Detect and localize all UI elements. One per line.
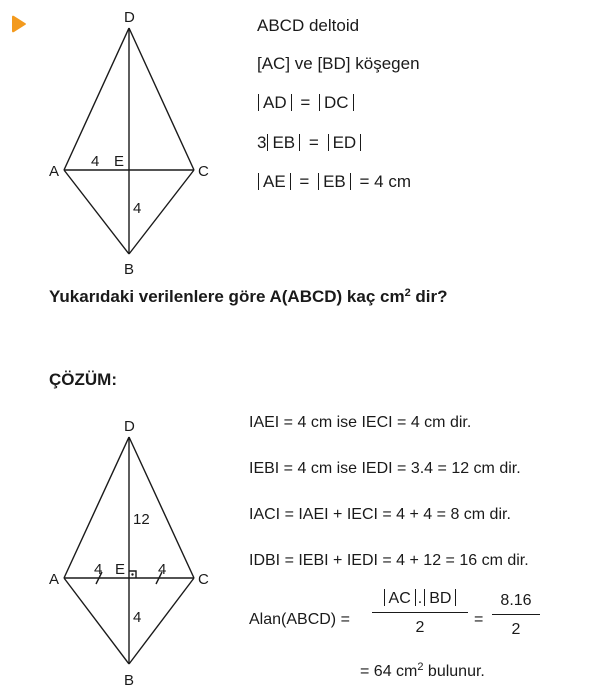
solution-heading: ÇÖZÜM: [49, 370, 117, 389]
fraction-1-numerator: AC . BD [372, 589, 468, 608]
question-text: Yukarıdaki verilenlere göre A(ABCD) kaç $cm^2$ dir? [49, 287, 448, 306]
side-ad [64, 28, 129, 170]
side-dc [129, 28, 194, 170]
given-line-4: 3 EB = ED [257, 133, 365, 153]
label-d: D [124, 418, 135, 435]
side-dc [129, 437, 194, 578]
right-angle-dot [131, 573, 133, 575]
label-ed-length: 12 [133, 511, 150, 528]
label-ae-length: 4 [91, 153, 100, 170]
label-e: E [114, 153, 125, 170]
label-ae-length: 4 [94, 561, 103, 578]
abs-bar [290, 173, 291, 190]
label-a: A [49, 571, 60, 588]
play-marker-icon [8, 14, 28, 34]
abs-bar [415, 589, 416, 606]
side-ad [64, 437, 129, 578]
label-b: B [124, 672, 135, 689]
label-eb-length: 4 [133, 200, 142, 217]
solution-step-3: IACI = IAEI + IECI = 4 + 4 = 8 cm dir. [249, 506, 511, 523]
fraction-2-bar [492, 614, 540, 615]
label-ec-length: 4 [158, 561, 167, 578]
abs-bar [318, 173, 319, 190]
kite-diagram-given [40, 0, 230, 285]
side-ab [64, 578, 129, 664]
given-line-2: [AC] ve [BD] köşegen [257, 54, 420, 73]
kite-diagram-solution [40, 410, 230, 690]
label-eb-length: 4 [133, 609, 142, 626]
given-line-5: AE = EB = 4 cm [254, 172, 411, 192]
side-ab [64, 170, 129, 254]
abs-bar [424, 589, 425, 606]
label-a: A [49, 163, 60, 180]
abs-bar [258, 173, 259, 190]
abs-bar [350, 173, 351, 190]
area-result: = 64 $cm^2$ bulunur. [360, 661, 485, 680]
area-fraction-1 [372, 589, 468, 637]
solution-step-2: IEBI = 4 cm ise IEDI = 3.4 = 12 cm dir. [249, 460, 521, 477]
area-fraction-2 [492, 592, 540, 639]
abs-bar [455, 589, 456, 606]
abs-bar [328, 134, 329, 151]
label-d: D [124, 9, 135, 26]
given-line-1: ABCD deltoid [257, 16, 360, 35]
abs-bar [299, 134, 300, 151]
abs-bar [384, 589, 385, 606]
fraction-1-bar [372, 612, 468, 613]
given-line-3: AD = DC [254, 93, 358, 113]
label-c: C [198, 571, 209, 588]
abs-bar [291, 94, 292, 111]
fraction-2-denominator: 2 [511, 621, 521, 638]
abs-bar [319, 94, 320, 111]
area-label: Alan(ABCD) = [249, 611, 350, 628]
abs-bar [267, 134, 268, 151]
abs-bar [360, 134, 361, 151]
abs-bar [258, 94, 259, 111]
fraction-2-numerator: 8.16 [500, 592, 532, 609]
label-e: E [115, 561, 126, 578]
solution-step-4: IDBI = IEBI + IEDI = 4 + 12 = 16 cm dir. [249, 552, 529, 569]
equals-sign: = [474, 611, 484, 628]
label-b: B [124, 261, 135, 278]
label-c: C [198, 163, 209, 180]
abs-bar [353, 94, 354, 111]
fraction-1-denominator: 2 [415, 619, 425, 636]
solution-step-1: IAEI = 4 cm ise IECI = 4 cm dir. [249, 414, 472, 431]
